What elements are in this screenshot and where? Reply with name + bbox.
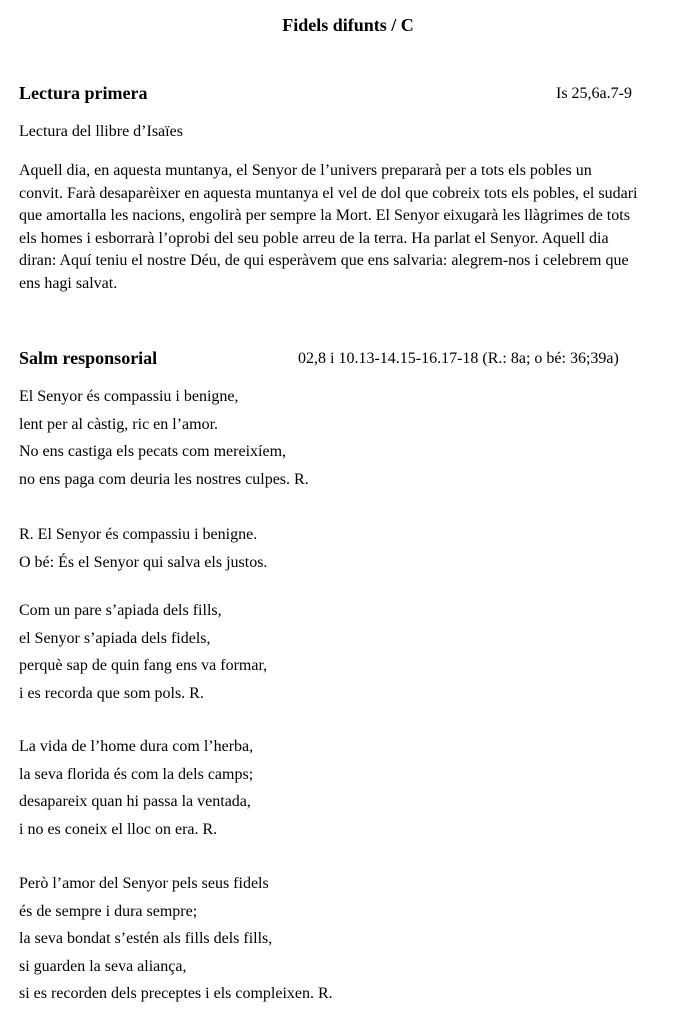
psalm-stanza	[19, 736, 679, 846]
psalm-line: desapareix quan hi passa la ventada,	[19, 793, 251, 810]
reading-line: que amortalla les nacions, engolirà per sempre la Mort. El Senyor eixugarà les llàgrimes de tots	[19, 207, 630, 224]
psalm-reference: 02,8 i 10.13-14.15-16.17-18 (R.: 8a; o bé: 36;39a)	[298, 350, 619, 367]
psalm-response-line: R. El Senyor és compassiu i benigne.	[19, 526, 258, 543]
psalm-line: El Senyor és compassiu i benigne,	[19, 388, 239, 405]
psalm-response	[19, 524, 679, 579]
psalm-line: la seva bondat s’estén als fills dels fills,	[19, 930, 273, 947]
psalm-line: és de sempre i dura sempre;	[19, 902, 198, 920]
psalm-line: No ens castiga els pecats com mereixíem,	[19, 443, 287, 460]
psalm-stanza	[19, 600, 679, 710]
psalm-line: no ens paga com deuria les nostres culpes. R.	[19, 470, 309, 488]
psalm-line: La vida de l’home dura com l’herba,	[19, 738, 254, 755]
psalm-line: si es recorden dels preceptes i els compleixen. R.	[19, 985, 333, 1002]
psalm-line: lent per al càstig, ric en l’amor.	[19, 415, 219, 433]
reading-line: diran: Aquí teniu el nostre Déu, de qui esperàvem que ens salvaria: alegrem-nos i celebrem que	[19, 252, 629, 269]
psalm-line: Com un pare s’apiada dels fills,	[19, 602, 222, 619]
psalm-heading: Salm responsorial	[19, 348, 158, 368]
psalm-line: si guarden la seva aliança,	[19, 957, 187, 975]
psalm-line: i es recorda que som pols. R.	[19, 684, 204, 702]
reading-reference: Is 25,6a.7-9	[556, 85, 632, 102]
reading-intro: Lectura del llibre d’Isaïes	[19, 123, 183, 140]
psalm-line: perquè sap de quin fang ens va formar,	[19, 657, 268, 674]
reading-line: convit. Farà desaparèixer en aquesta muntanya el vel de dol que cobreix tots els pobles, el sudari	[19, 184, 638, 202]
reading-line: Aquell dia, en aquesta muntanya, el Senyor de l’univers prepararà per a tots els pobles un	[19, 162, 592, 179]
page-title: Fidels difunts / C	[282, 15, 414, 35]
reading-heading: Lectura primera	[19, 83, 148, 103]
psalm-line: la seva florida és com la dels camps;	[19, 765, 254, 783]
psalm-stanza	[19, 386, 679, 496]
psalm-response-line: O bé: És el Senyor qui salva els justos.	[19, 553, 268, 571]
psalm-line: Però l’amor del Senyor pels seus fidels	[19, 875, 269, 892]
reading-line: els homes i esborrarà l’oprobi del seu poble arreu de la terra. Ha parlat el Senyor. Aquell dia	[19, 229, 609, 247]
psalm-stanza	[19, 873, 679, 1011]
reading-body	[19, 160, 689, 295]
reading-line: ens hagi salvat.	[19, 274, 118, 292]
psalm-line: el Senyor s’apiada dels fidels,	[19, 629, 211, 647]
psalm-line: i no es coneix el lloc on era. R.	[19, 820, 218, 838]
